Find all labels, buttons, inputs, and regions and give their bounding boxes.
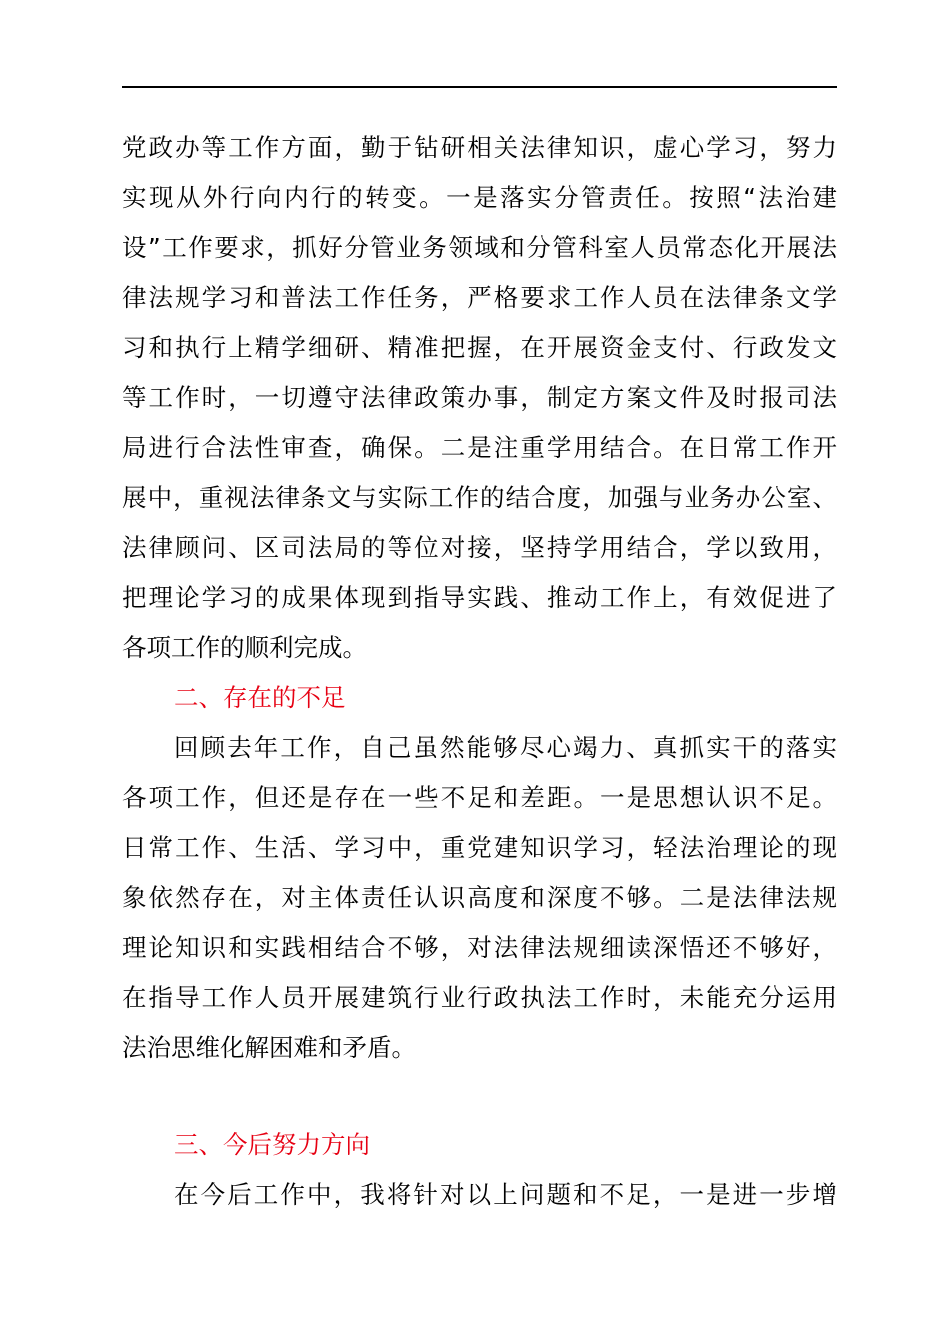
paragraph-2-line-1: 回顾去年工作，自己虽然能够尽心竭力、真抓实干的落实 — [174, 733, 837, 762]
paragraph-2-line-2: 各项工作，但还是存在一些不足和差距。一是思想认识不足。 — [122, 783, 837, 812]
paragraph-1-line-7: 局进行合法性审查，确保。二是注重学用结合。在日常工作开 — [122, 433, 837, 462]
paragraph-1-line-5: 习和执行上精学细研、精准把握，在开展资金支付、行政发文 — [122, 333, 837, 362]
paragraph-1-line-9: 法律顾问、区司法局的等位对接，坚持学用结合，学以致用， — [122, 533, 837, 562]
paragraph-1-line-2: 实现从外行向内行的转变。一是落实分管责任。按照“法治建 — [122, 183, 837, 212]
paragraph-2-line-7: 法治思维化解困难和矛盾。 — [122, 1033, 416, 1062]
section-heading-future-direction: 三、今后努力方向 — [174, 1130, 370, 1159]
paragraph-1-line-4: 律法规学习和普法工作任务，严格要求工作人员在法律条文学 — [122, 283, 837, 312]
paragraph-2-line-5: 理论知识和实践相结合不够，对法律法规细读深悟还不够好， — [122, 933, 837, 962]
section-heading-deficiencies: 二、存在的不足 — [174, 683, 346, 712]
paragraph-1-line-6: 等工作时，一切遵守法律政策办事，制定方案文件及时报司法 — [122, 383, 837, 412]
header-rule — [122, 86, 837, 88]
paragraph-1-line-11: 各项工作的顺利完成。 — [122, 633, 367, 662]
paragraph-2-line-3: 日常工作、生活、学习中，重党建知识学习，轻法治理论的现 — [122, 833, 837, 862]
paragraph-1-line-8: 展中，重视法律条文与实际工作的结合度，加强与业务办公室、 — [122, 483, 837, 512]
paragraph-2-line-4: 象依然存在，对主体责任认识高度和深度不够。二是法律法规 — [122, 883, 837, 912]
paragraph-1-line-3: 设”工作要求，抓好分管业务领域和分管科室人员常态化开展法 — [122, 233, 837, 262]
paragraph-1-line-1: 党政办等工作方面，勤于钻研相关法律知识，虚心学习，努力 — [122, 133, 837, 162]
paragraph-3-line-1: 在今后工作中，我将针对以上问题和不足，一是进一步增 — [174, 1180, 837, 1209]
paragraph-2-line-6: 在指导工作人员开展建筑行业行政执法工作时，未能充分运用 — [122, 983, 837, 1012]
paragraph-1-line-10: 把理论学习的成果体现到指导实践、推动工作上，有效促进了 — [122, 583, 837, 612]
